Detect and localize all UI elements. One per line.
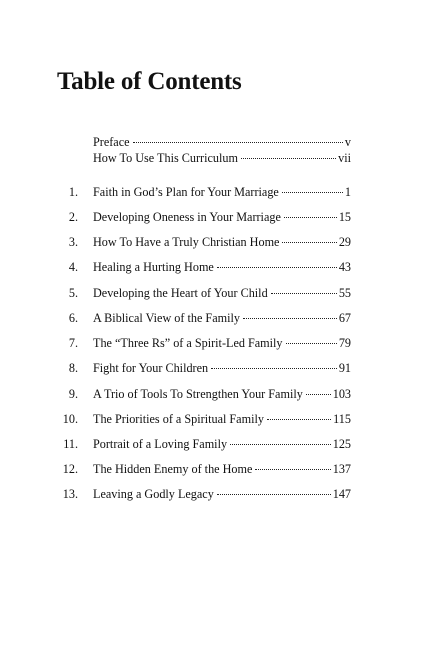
chapter-title: Leaving a Godly Legacy xyxy=(93,487,214,501)
chapter-page: 137 xyxy=(332,462,351,476)
toc-entry-line xyxy=(93,335,351,351)
chapter-number: 5. xyxy=(68,286,78,300)
dot-leader xyxy=(306,393,331,395)
toc-chapter-2 xyxy=(0,209,445,225)
toc-chapter-9 xyxy=(0,386,445,402)
chapter-page: 1 xyxy=(344,185,351,199)
toc-chapter-10 xyxy=(0,411,445,427)
page-title: Table of Contents xyxy=(57,68,242,95)
toc-chapter-7 xyxy=(0,335,445,351)
chapter-page: 147 xyxy=(332,487,351,501)
chapter-number: 2. xyxy=(68,210,78,224)
toc-entry-line xyxy=(93,461,351,477)
toc-entry-line xyxy=(93,234,351,250)
chapter-title: A Biblical View of the Family xyxy=(93,311,240,325)
chapter-page: 29 xyxy=(338,235,351,249)
chapter-title: Developing Oneness in Your Marriage xyxy=(93,210,281,224)
chapter-title: Fight for Your Children xyxy=(93,361,209,375)
chapter-number: 13. xyxy=(62,487,78,501)
chapter-page: 125 xyxy=(332,437,351,451)
chapter-page: 79 xyxy=(338,336,351,350)
chapter-page: 91 xyxy=(338,361,351,375)
chapter-number: 4. xyxy=(68,260,78,274)
toc-entry-how-to-use xyxy=(0,150,445,166)
toc-entry-line xyxy=(93,310,351,326)
toc-entry-line xyxy=(93,184,351,200)
chapter-number: 1. xyxy=(68,185,78,199)
toc-chapter-12 xyxy=(0,461,445,477)
chapter-page: 43 xyxy=(338,260,351,274)
chapter-number: 3. xyxy=(68,235,78,249)
toc-entry-line xyxy=(93,486,351,502)
toc-entry-title: Preface xyxy=(93,135,130,149)
toc-entry-line xyxy=(93,360,351,376)
dot-leader xyxy=(217,266,337,268)
dot-leader xyxy=(286,342,337,344)
chapter-title: The Priorities of a Spiritual Family xyxy=(93,412,264,426)
dot-leader xyxy=(284,216,337,218)
toc-chapter-8 xyxy=(0,360,445,376)
toc-chapter-13 xyxy=(0,486,445,502)
toc-entry-line xyxy=(93,259,351,275)
toc-chapter-6 xyxy=(0,310,445,326)
toc-entry-line xyxy=(93,285,351,301)
dot-leader xyxy=(133,141,343,143)
toc-chapter-4 xyxy=(0,259,445,275)
dot-leader xyxy=(241,157,336,159)
chapter-page: 55 xyxy=(338,286,351,300)
toc-chapter-3 xyxy=(0,234,445,250)
chapter-page: 67 xyxy=(338,311,351,325)
chapter-title: Healing a Hurting Home xyxy=(93,260,214,274)
dot-leader xyxy=(271,292,337,294)
chapter-number: 7. xyxy=(68,336,78,350)
toc-entry-title: How To Use This Curriculum xyxy=(93,151,238,165)
chapter-title: A Trio of Tools To Strengthen Your Family xyxy=(93,387,303,401)
toc-chapter-11 xyxy=(0,436,445,452)
toc-chapter-1 xyxy=(0,184,445,200)
dot-leader xyxy=(282,191,343,193)
toc-entry-line xyxy=(93,134,351,150)
chapter-title: How To Have a Truly Christian Home xyxy=(93,235,280,249)
toc-entry-line xyxy=(93,411,351,427)
dot-leader xyxy=(211,367,337,369)
chapter-page: 115 xyxy=(333,412,351,426)
chapter-number: 11. xyxy=(63,437,78,451)
dot-leader xyxy=(255,468,330,470)
dot-leader xyxy=(267,418,331,420)
chapter-page: 103 xyxy=(332,387,351,401)
toc-entry-page: vii xyxy=(338,151,351,165)
toc-chapter-5 xyxy=(0,285,445,301)
chapter-title: Portrait of a Loving Family xyxy=(93,437,228,451)
chapter-page: 15 xyxy=(338,210,351,224)
chapter-title: Developing the Heart of Your Child xyxy=(93,286,268,300)
toc-entry-preface xyxy=(0,134,445,150)
chapter-title: The Hidden Enemy of the Home xyxy=(93,462,253,476)
dot-leader xyxy=(230,443,331,445)
dot-leader xyxy=(243,317,337,319)
toc-entry-line xyxy=(93,386,351,402)
toc-entry-line xyxy=(93,209,351,225)
toc-entry-line xyxy=(93,150,351,166)
dot-leader xyxy=(282,241,336,243)
chapter-number: 8. xyxy=(68,361,78,375)
chapter-title: The “Three Rs” of a Spirit-Led Family xyxy=(93,336,283,350)
chapter-title: Faith in God’s Plan for Your Marriage xyxy=(93,185,279,199)
chapter-number: 6. xyxy=(68,311,78,325)
toc-entry-line xyxy=(93,436,351,452)
toc-entry-page: v xyxy=(344,135,351,149)
dot-leader xyxy=(217,493,331,495)
chapter-number: 9. xyxy=(68,387,78,401)
chapter-number: 10. xyxy=(62,412,78,426)
chapter-number: 12. xyxy=(62,462,78,476)
